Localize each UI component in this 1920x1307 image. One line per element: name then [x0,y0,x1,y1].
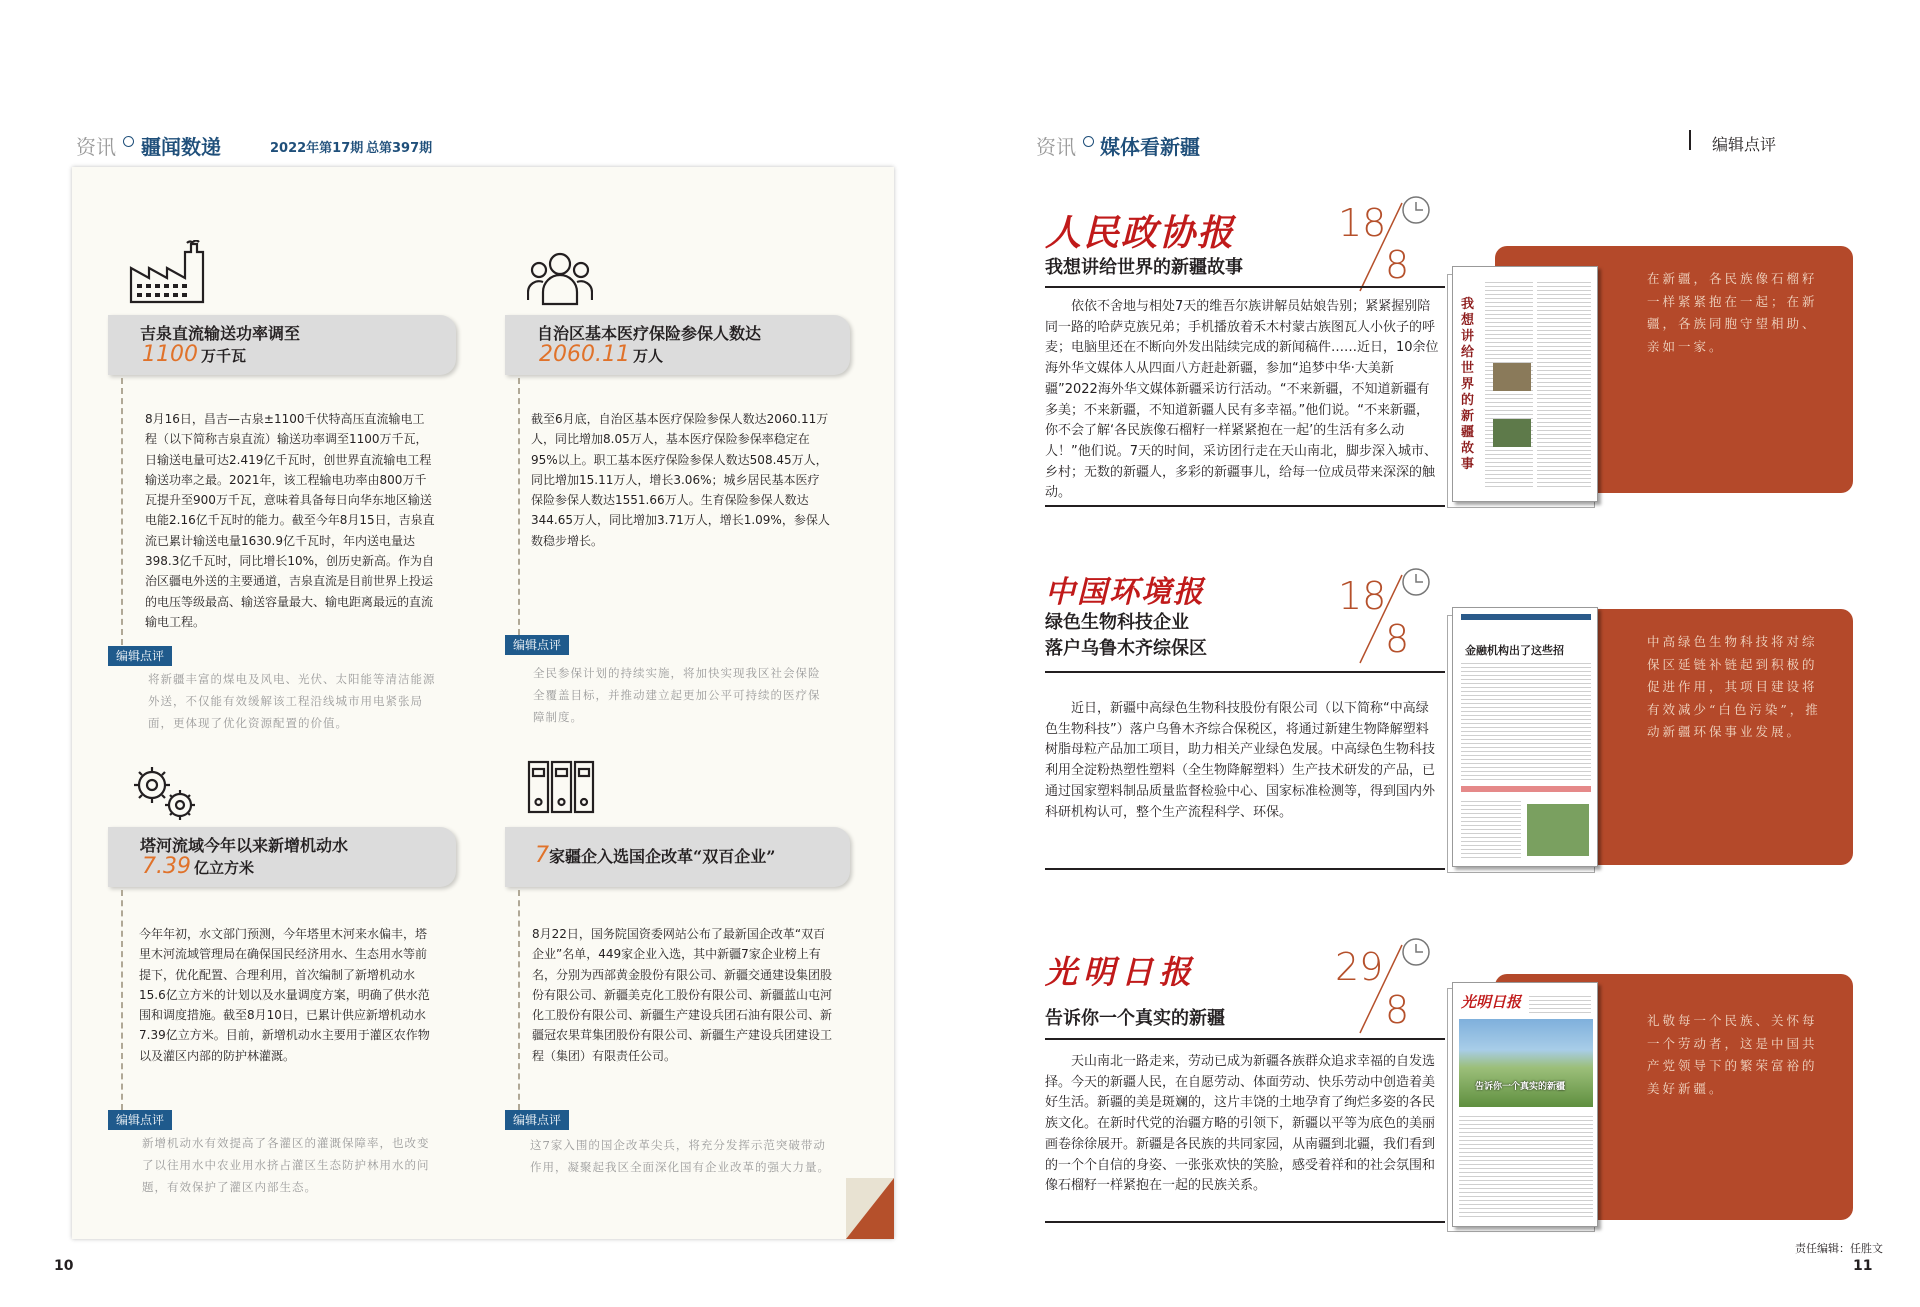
header-dot-icon [1083,136,1094,147]
item2-body: 截至6月底，自治区基本医疗保险参保人数达2060.11万人，同比增加8.05万人，基本医疗保险参保率稳定在95%以上。职工基本医疗保险参保人数达508.45万人，同比增加15.11万人，增长3.06%；城乡居民基本医疗保险参保人数达1551.66万人。生育保险参保人数达344.65万人，同比增加3.71万人，增长1.09%，参保人数稳步增长。 [531,412,830,548]
article3-month: 8 [1385,988,1410,1032]
header-section: 资讯 [76,135,116,159]
header-issue: 2022年第17期 [270,141,364,156]
paper-logo-2: 中国环境报 [1045,575,1205,610]
item1-body: 8月16日，昌吉—古泉±1100千伏特高压直流输电工程（以下简称吉泉直流）输送功率调至1100万千瓦，日输送电量可达2.419亿千瓦时，创世界直流输电工程输送功率之最。2021年，该工程输电功率由800万千瓦提升至900万千瓦，意味着具备每日向华东地区输送电能2.16亿千瓦时的能力。截至今年8月15日，吉泉直流已累计输送电量1630.9亿千瓦时，年内送电量达398.3亿千瓦时，同比增长10%，创历史新高。作为自治区疆电外送的主要通道，吉泉直流是目前世界上投运的电压等级最高、输送容量最大、输电距离最远的直流输电工程。 [145,412,435,629]
header-sub: 媒体看新疆 [1100,135,1200,159]
article2-day: 18 [1338,574,1387,618]
article3-thumb-headline: 告诉你一个真实的新疆 [1475,1082,1566,1092]
item4-title-band [505,827,850,887]
factory-icon [127,240,211,304]
article1-rule-top [1045,286,1445,288]
item4-title: 7家疆企入选国企改革“双百企业” [535,843,776,868]
item4-dashed-line [518,890,520,1110]
article2-rule-top [1045,671,1445,673]
item2-title-band [505,315,850,375]
article3-comment: 礼敬每一个民族、关怀每一个劳动者，这是中国共产党领导下的繁荣富裕的美好新疆。 [1647,1013,1818,1096]
item1-title: 吉泉直流输送功率调至 [140,324,301,343]
item1-title-band [108,315,456,375]
article2-body: 近日，新疆中高绿色生物科技股份有限公司（以下简称“中高绿色生物科技”）落户乌鲁木齐综合保税区，将通过新建生物降解塑料树脂母粒产品加工项目，助力相关产业绿色发展。中高绿色生物科技利用全淀粉热塑性塑料（全生物降解塑料）生产技术研发的产品，已通过国家塑料制品质量监督检验中心、国家标准检测等，得到国内外科研机构认可，整个生产流程科学、环保。 [1045,701,1436,820]
header-right: 编辑点评 [1712,135,1777,154]
left-page-number: 10 [54,1258,74,1274]
header-divider [1689,130,1691,150]
article3-rule-bottom [1045,1221,1445,1223]
article1-month: 8 [1385,243,1410,287]
item1-comment: 将新疆丰富的煤电及风电、光伏、太阳能等清洁能源外送，不仅能有效缓解该工程沿线城市用电紧张局面，更体现了优化资源配置的价值。 [148,672,436,730]
article2-month: 8 [1385,617,1410,661]
item4-body: 8月22日，国务院国资委网站公布了最新国企改革“双百企业”名单，449家企业入选，其中新疆7家企业榜上有名，分别为西部黄金股份有限公司、新疆交通建设集团股份有限公司、新疆美克化工股份有限公司、新疆蓝山屯河化工股份有限公司、新疆生产建设兵团石油有限公司、新疆冠农果茸集团股份有限公司、新疆生产建设兵团建设工程（集团）有限责任公司。 [532,927,833,1063]
header-dot-icon [123,136,134,147]
right-page-number: 11 [1853,1258,1873,1274]
article3-title: 告诉你一个真实的新疆 [1045,1008,1225,1029]
article1-rule-bottom [1045,505,1445,507]
item1-number: 1100 万千瓦 [142,342,247,367]
item3-body: 今年年初，水文部门预测，今年塔里木河来水偏丰，塔里木河流域管理局在确保国民经济用水、生态用水等前提下，优化配置、合理利用，首次编制了新增机动水15.6亿立方米的计划以及水量调度方案，明确了供水范围和调度措施。截至8月10日，已累计供应新增机动水7.39亿立方米。目前，新增机动水主要用于灌区农作物以及灌区内部的防护林灌溉。 [139,927,430,1063]
clock-divider-icon [1352,565,1432,665]
item3-dashed-line [121,890,123,1110]
header-total: 总第397期 [366,141,433,156]
paper-logo-1: 人民政协报 [1045,212,1236,254]
item3-comment: 新增机动水有效提高了各灌区的灌溉保障率，也改变了以往用水中农业用水挤占灌区生态防护林用水的问题，有效保护了灌区内部生态。 [142,1136,430,1194]
item3-comment-tag: 编辑点评 [108,1110,172,1130]
article2-rule-bottom [1045,868,1445,870]
binders-icon [527,760,595,816]
clock-divider-icon [1352,935,1432,1035]
item3-title: 塔河流域今年以来新增机动水 [140,836,349,855]
article1-thumb-headline: 我想讲给世界的新疆故事 [1461,297,1475,472]
item3-title-band [108,827,456,887]
item2-comment-tag: 编辑点评 [505,635,569,655]
item4-comment: 这7家入围的国企改革尖兵，将充分发挥示范突破带动作用，凝聚起我区全面深化国有企业改革的强大力量。 [530,1138,830,1174]
article2-newspaper-thumb [1452,607,1598,867]
article2-title: 绿色生物科技企业 落户乌鲁木齐综保区 [1045,612,1207,659]
item3-number: 7.39 亿立方米 [142,854,254,879]
item1-comment-tag: 编辑点评 [108,646,172,666]
article2-comment: 中高绿色生物科技将对综保区延链补链起到积极的促进作用，其项目建设将有效减少“白色污染”，推动新疆环保事业发展。 [1647,634,1821,739]
article3-thumb-logo: 光明日报 [1461,993,1522,1011]
article3-rule-top [1045,1038,1445,1040]
gears-icon [128,763,200,823]
header-section: 资讯 [1036,135,1076,159]
item2-comment: 全民参保计划的持续实施，将加快实现我区社会保险全覆盖目标，并推动建立起更加公平可持续的医疗保障制度。 [533,666,821,724]
article1-day: 18 [1338,201,1387,245]
item1-dashed-line [121,378,123,645]
article3-day: 29 [1335,945,1384,989]
article1-newspaper-thumb [1452,266,1598,502]
article1-body: 依依不舍地与相处7天的维吾尔族讲解员姑娘告别；紧紧握别陪同一路的哈萨克族兄弟；手机播放着禾木村蒙古族图瓦人小伙子的呼麦；电脑里还在不断向外发出陆续完成的新闻稿件……近日，10余位海外华文媒体人从四面八方赶赴新疆，参加“追梦中华·大美新疆”2022海外华文媒体新疆采访行活动。“不来新疆，不知道新疆有多美；不来新疆，不知道新疆人民有多幸福。”他们说。“不来新疆，你不会了解‘各民族像石榴籽一样紧紧抱在一起’的生活有多么动人！”他们说。7天的时间，采访团行走在天山南北，脚步深入城市、乡村；无数的新疆人，多彩的新疆事儿，给每一位成员带来深深的触动。 [1045,299,1439,501]
article2-thumb-headline: 金融机构出了这些招 [1465,644,1564,657]
item2-number: 2060.11 万人 [539,342,663,367]
header-sub: 疆闻数递 [141,135,221,159]
item2-dashed-line [518,378,520,645]
item4-comment-tag: 编辑点评 [505,1110,569,1130]
article1-comment: 在新疆，各民族像石榴籽一样紧紧抱在一起；在新疆，各族同胞守望相助、亲如一家。 [1647,271,1818,354]
editor-credit: 责任编辑：任胜文 [1795,1242,1883,1255]
article1-title: 我想讲给世界的新疆故事 [1045,257,1243,278]
article3-newspaper-thumb [1452,982,1598,1227]
clock-divider-icon [1352,193,1432,293]
people-icon [527,250,593,308]
article3-body: 天山南北一路走来，劳动已成为新疆各族群众追求幸福的自发选择。今天的新疆人民，在自愿劳动、体面劳动、快乐劳动中创造着美好生活。新疆的美是斑斓的，这片丰饶的土地孕育了绚烂多姿的各民族文化。在新时代党的治疆方略的引领下，新疆以平等为底色的美丽画卷徐徐展开。新疆是各民族的共同家园，从南疆到北疆，我们看到的一个个自信的身姿、一张张欢快的笑脸，感受着祥和的社会氛围和像石榴籽一样紧抱在一起的民族关系。 [1045,1054,1436,1194]
paper-logo-3: 光明日报 [1045,953,1198,991]
item2-title: 自治区基本医疗保险参保人数达 [537,324,762,343]
